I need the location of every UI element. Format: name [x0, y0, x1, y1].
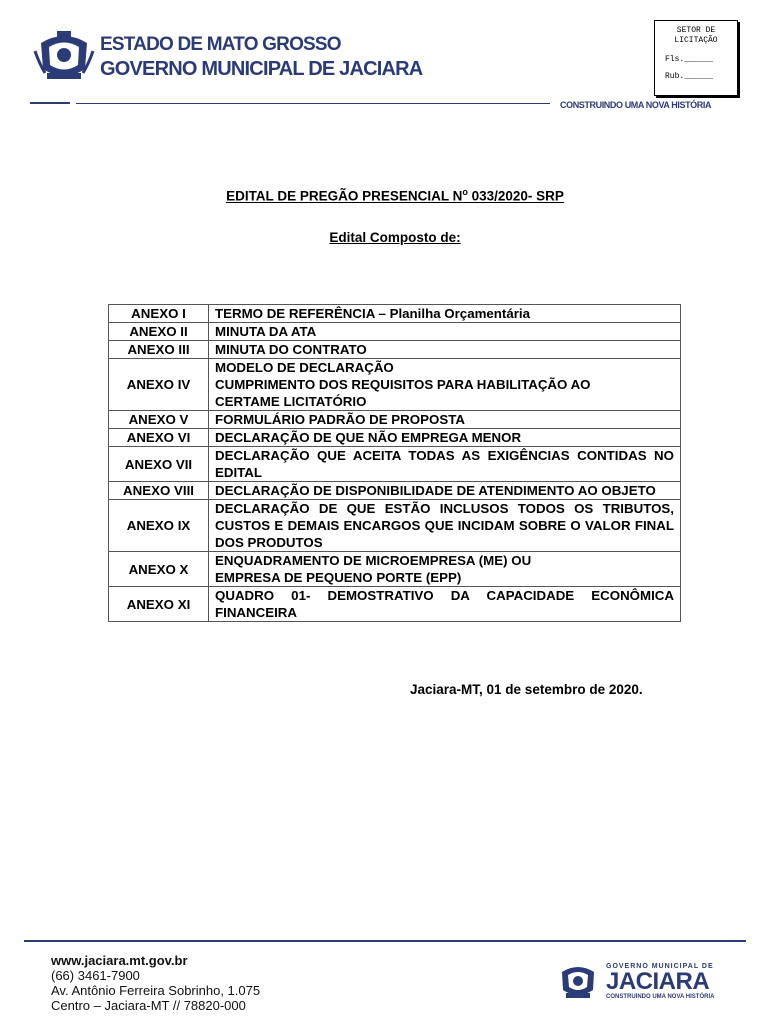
- annex-description: [209, 359, 681, 411]
- annex-line: MINUTA DA ATA: [215, 324, 317, 339]
- annex-description: QUADRO 01- DEMOSTRATIVO DA CAPACIDADE ECONÔMICA FINANCEIRA: [209, 587, 681, 622]
- annex-description: [209, 552, 681, 587]
- annex-row: [109, 359, 681, 411]
- annex-line: TERMO DE REFERÊNCIA – Planilha Orçamentária: [215, 306, 531, 321]
- coat-of-arms-icon: [33, 29, 95, 83]
- header-rule: [30, 102, 70, 104]
- annex-description: [209, 341, 681, 359]
- annex-row: [109, 341, 681, 359]
- footer-logo-name: JACIARA: [606, 968, 710, 995]
- annex-description: DECLARAÇÃO DE DISPONIBILIDADE DE ATENDIMENTO AO OBJETO: [209, 482, 681, 500]
- stamp-title-line: SETOR DE: [676, 26, 716, 35]
- header-rule: [76, 103, 550, 104]
- footer-address: Av. Antônio Ferreira Sobrinho, 1.075: [51, 983, 261, 998]
- annex-description: [209, 411, 681, 429]
- annex-line: MINUTA DO CONTRATO: [215, 342, 367, 357]
- footer-address-city: Centro – Jaciara-MT // 78820-000: [51, 998, 246, 1013]
- annex-description: DECLARAÇÃO DE QUE ESTÃO INCLUSOS TODOS OS TRIBUTOS, CUSTOS E DEMAIS ENCARGOS QUE INCIDAM SOBRE O VALOR FINAL DOS PRODUTOS: [209, 500, 681, 552]
- annex-line: MODELO DE DECLARAÇÃO: [215, 360, 394, 375]
- footer-logo-caption: GOVERNO MUNICIPAL DE: [606, 963, 714, 970]
- footer-contact: [51, 953, 260, 1013]
- annex-code: ANEXO VI: [109, 429, 209, 447]
- annex-line: ENQUADRAMENTO DE MICROEMPRESA (ME) OU: [215, 553, 532, 568]
- annex-code: ANEXO IX: [109, 500, 209, 552]
- document-title-number: 033/2020- SRP: [467, 188, 564, 204]
- document-title: [0, 187, 770, 204]
- annex-row: [109, 411, 681, 429]
- annex-line: CERTAME LICITATÓRIO: [215, 394, 367, 409]
- footer-phone: (66) 3461-7900: [51, 968, 140, 983]
- annex-row: [109, 552, 681, 587]
- annex-table: [108, 304, 681, 622]
- footer-logo-slogan: CONSTRUINDO UMA NOVA HISTÓRIA: [606, 994, 715, 1000]
- annex-row: [109, 500, 681, 552]
- annex-code: ANEXO III: [109, 341, 209, 359]
- annex-line: CUMPRIMENTO DOS REQUISITOS PARA HABILITAÇÃO AO: [215, 377, 591, 392]
- document-subtitle: Edital Composto de:: [329, 230, 461, 245]
- header-slogan: CONSTRUINDO UMA NOVA HISTÓRIA: [560, 100, 712, 110]
- annex-row: [109, 323, 681, 341]
- annex-row: [109, 447, 681, 482]
- annex-code: ANEXO VIII: [109, 482, 209, 500]
- annex-description: DECLARAÇÃO QUE ACEITA TODAS AS EXIGÊNCIAS CONTIDAS NO EDITAL: [209, 447, 681, 482]
- document-title-main: EDITAL DE PREGÃO PRESENCIAL N: [226, 188, 463, 204]
- annex-line: EMPRESA DE PEQUENO PORTE (EPP): [215, 570, 462, 585]
- annex-code: ANEXO II: [109, 323, 209, 341]
- annex-description: [209, 429, 681, 447]
- annex-line: FORMULÁRIO PADRÃO DE PROPOSTA: [215, 412, 465, 427]
- state-name: ESTADO DE MATO GROSSO: [100, 34, 341, 55]
- annex-description: [209, 323, 681, 341]
- stamp-rub: Rub.______: [665, 72, 714, 81]
- government-name: GOVERNO MUNICIPAL DE JACIARA: [100, 58, 423, 80]
- annex-code: ANEXO I: [109, 305, 209, 323]
- annex-code: ANEXO XI: [109, 587, 209, 622]
- coat-of-arms-icon: [556, 962, 600, 1000]
- stamp-fls: Fls.______: [665, 55, 714, 64]
- annex-description: [209, 305, 681, 323]
- place-and-date: Jaciara-MT, 01 de setembro de 2020.: [410, 682, 643, 697]
- annex-code: ANEXO IV: [109, 359, 209, 411]
- footer-logo: [556, 962, 746, 1004]
- annex-row: [109, 429, 681, 447]
- footer-rule: [24, 940, 746, 942]
- annex-code: ANEXO V: [109, 411, 209, 429]
- annex-code: ANEXO X: [109, 552, 209, 587]
- document-title-sup: o: [462, 187, 468, 197]
- protocol-stamp: [654, 20, 738, 96]
- annex-row: [109, 587, 681, 622]
- annex-row: [109, 482, 681, 500]
- stamp-title-line: LICITAÇÃO: [674, 36, 718, 45]
- stamp-title: [655, 26, 737, 46]
- annex-code: ANEXO VII: [109, 447, 209, 482]
- annex-row: [109, 305, 681, 323]
- footer-website-link[interactable]: www.jaciara.mt.gov.br: [51, 953, 188, 968]
- annex-line: DECLARAÇÃO DE QUE NÃO EMPREGA MENOR: [215, 430, 522, 445]
